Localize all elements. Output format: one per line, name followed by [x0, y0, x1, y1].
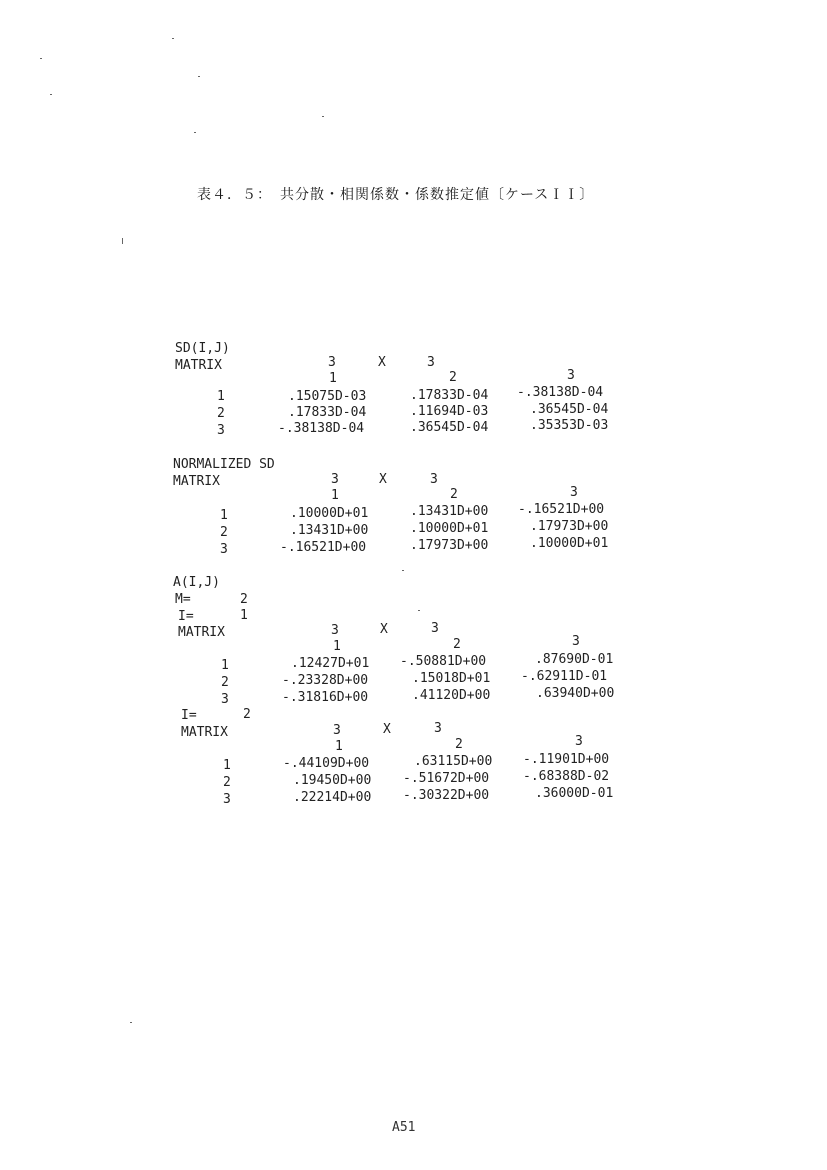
nsd-col-header-2: 2	[450, 487, 458, 502]
nsd-cell-3-3: .10000D+01	[530, 536, 609, 551]
a-block1-cell-1-1: .12427D+01	[291, 656, 370, 671]
a-block1-cell-2-3: -.62911D-01	[521, 669, 608, 684]
nsd-dim-rows: 3	[331, 472, 339, 487]
a-block2-cell-3-1: .22214D+00	[293, 790, 372, 805]
scan-speck	[198, 76, 200, 77]
a-block1-cell-3-1: -.31816D+00	[282, 690, 369, 705]
a-block2-i-value: 2	[243, 707, 251, 722]
scan-speck	[194, 132, 196, 133]
sd-row-2-index: 2	[217, 406, 225, 421]
scan-speck	[40, 58, 42, 59]
nsd-dim-x: X	[379, 472, 387, 487]
a-block1-dim-x: X	[380, 622, 388, 637]
sd-row-3-index: 3	[217, 423, 225, 438]
scan-speck	[122, 238, 123, 244]
scan-speck	[418, 610, 420, 611]
sd-col-header-2: 2	[449, 370, 457, 385]
a-block2-row-3-index: 3	[223, 792, 231, 807]
a-label: A(I,J)	[173, 575, 220, 590]
a-block1-col-header-3: 3	[572, 634, 580, 649]
a-block1-col-header-1: 1	[333, 639, 341, 654]
nsd-cell-1-1: .10000D+01	[290, 506, 369, 521]
a-block2-dim-rows: 3	[333, 723, 341, 738]
sd-row-1-index: 1	[217, 389, 225, 404]
sd-cell-2-1: .17833D-04	[288, 405, 367, 420]
nsd-row-3-index: 3	[220, 542, 228, 557]
scan-speck	[322, 116, 324, 117]
sd-dim-cols: 3	[427, 355, 435, 370]
a-block2-cell-1-3: -.11901D+00	[523, 752, 610, 767]
sd-cell-2-3: .36545D-04	[530, 402, 609, 417]
nsd-col-header-3: 3	[570, 485, 578, 500]
a-block2-matrix-label: MATRIX	[181, 725, 228, 740]
sd-cell-3-3: .35353D-03	[530, 418, 609, 433]
a-block1-i-value: 1	[240, 608, 248, 623]
sd-label: SD(I,J)	[175, 341, 230, 356]
sd-col-header-3: 3	[567, 368, 575, 383]
sd-col-header-1: 1	[329, 371, 337, 386]
a-block1-row-2-index: 2	[221, 675, 229, 690]
sd-matrix-label: MATRIX	[175, 358, 222, 373]
nsd-cell-2-1: .13431D+00	[290, 523, 369, 538]
a-block2-cell-1-1: -.44109D+00	[283, 756, 370, 771]
a-block1-i-label: I=	[178, 609, 194, 624]
sd-dim-rows: 3	[328, 355, 336, 370]
nsd-cell-3-1: -.16521D+00	[280, 540, 367, 555]
a-block2-row-2-index: 2	[223, 775, 231, 790]
a-block1-cell-1-2: -.50881D+00	[400, 654, 487, 669]
a-block1-cell-2-1: -.23328D+00	[282, 673, 369, 688]
nsd-cell-2-2: .10000D+01	[410, 521, 489, 536]
a-m-value: 2	[240, 592, 248, 607]
a-block1-col-header-2: 2	[453, 637, 461, 652]
a-block2-cell-3-2: -.30322D+00	[403, 788, 490, 803]
a-block2-row-1-index: 1	[223, 758, 231, 773]
sd-cell-1-1: .15075D-03	[288, 389, 367, 404]
a-block2-cell-1-2: .63115D+00	[414, 754, 493, 769]
sd-cell-1-2: .17833D-04	[410, 388, 489, 403]
a-block1-row-3-index: 3	[221, 692, 229, 707]
table-caption: 表４．５： 共分散・相関係数・係数推定値〔ケースＩＩ〕	[197, 187, 595, 203]
a-block2-cell-2-1: .19450D+00	[293, 773, 372, 788]
scan-speck	[130, 1022, 132, 1023]
a-block2-dim-x: X	[383, 722, 391, 737]
scan-speck	[50, 94, 52, 95]
nsd-dim-cols: 3	[430, 472, 438, 487]
a-block2-cell-3-3: .36000D-01	[535, 786, 614, 801]
nsd-matrix-label: MATRIX	[173, 474, 220, 489]
a-block1-dim-cols: 3	[431, 621, 439, 636]
a-block2-i-label: I=	[181, 708, 197, 723]
a-block1-cell-1-3: .87690D-01	[535, 652, 614, 667]
sd-dim-x: X	[378, 355, 386, 370]
a-block1-matrix-label: MATRIX	[178, 625, 225, 640]
a-m-label: M=	[175, 592, 191, 607]
sd-cell-3-1: -.38138D-04	[278, 421, 365, 436]
nsd-cell-1-2: .13431D+00	[410, 504, 489, 519]
sd-cell-2-2: .11694D-03	[410, 404, 489, 419]
a-block2-col-header-1: 1	[335, 739, 343, 754]
nsd-cell-3-2: .17973D+00	[410, 538, 489, 553]
scan-speck	[402, 570, 404, 571]
nsd-cell-2-3: .17973D+00	[530, 519, 609, 534]
nsd-col-header-1: 1	[331, 488, 339, 503]
a-block1-row-1-index: 1	[221, 658, 229, 673]
sd-cell-3-2: .36545D-04	[410, 420, 489, 435]
page-number: A51	[392, 1120, 416, 1135]
scan-speck	[172, 38, 174, 39]
a-block1-dim-rows: 3	[331, 623, 339, 638]
a-block2-col-header-3: 3	[575, 734, 583, 749]
sd-cell-1-3: -.38138D-04	[517, 385, 604, 400]
a-block1-cell-3-2: .41120D+00	[412, 688, 491, 703]
a-block2-dim-cols: 3	[434, 721, 442, 736]
nsd-cell-1-3: -.16521D+00	[518, 502, 605, 517]
nsd-row-1-index: 1	[220, 508, 228, 523]
a-block1-cell-3-3: .63940D+00	[536, 686, 615, 701]
a-block1-cell-2-2: .15018D+01	[412, 671, 491, 686]
a-block2-cell-2-3: -.68388D-02	[523, 769, 610, 784]
a-block2-cell-2-2: -.51672D+00	[403, 771, 490, 786]
nsd-label: NORMALIZED SD	[173, 457, 275, 472]
nsd-row-2-index: 2	[220, 525, 228, 540]
a-block2-col-header-2: 2	[455, 737, 463, 752]
